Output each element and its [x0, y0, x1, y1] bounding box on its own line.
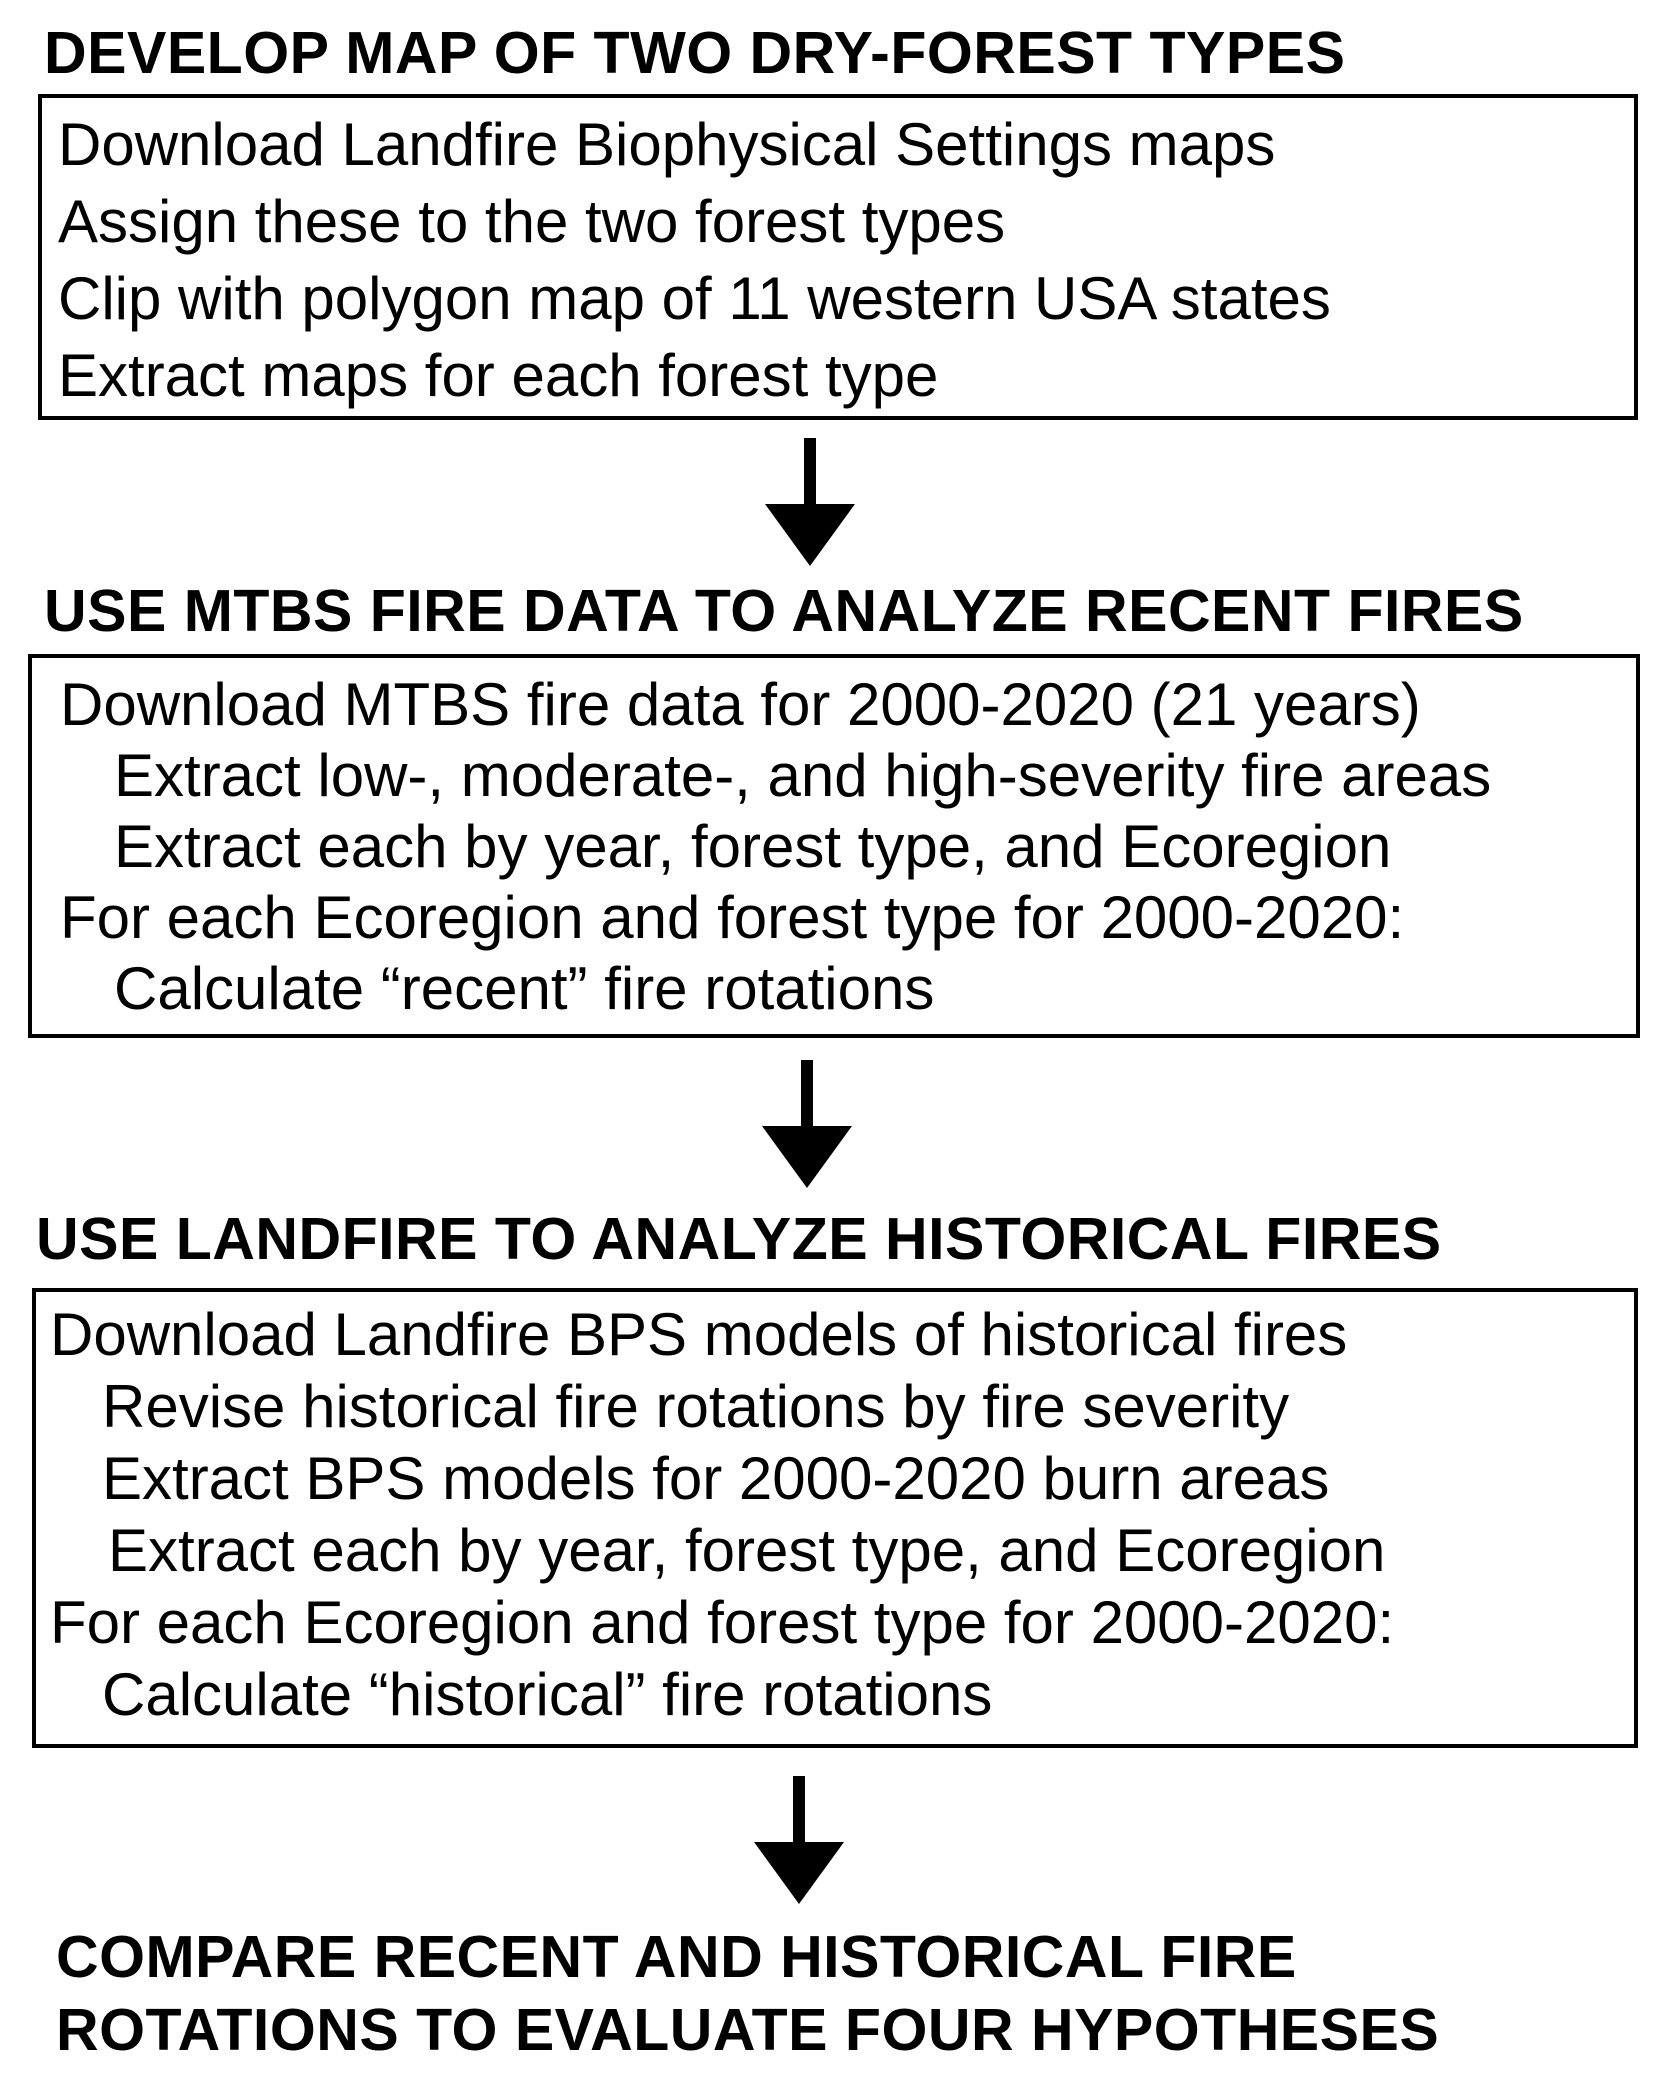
down-arrow-3	[754, 1776, 844, 1904]
final-conclusion-line-2: ROTATIONS TO EVALUATE FOUR HYPOTHESES	[56, 1997, 1440, 2063]
step-2-line-5: Calculate “recent” fire rotations	[114, 955, 935, 1022]
final-conclusion-line-1: COMPARE RECENT AND HISTORICAL FIRE	[56, 1924, 1297, 1990]
step-3-heading: USE LANDFIRE TO ANALYZE HISTORICAL FIRES	[36, 1206, 1442, 1272]
step-2-box	[28, 654, 1640, 1038]
step-1-line-3: Clip with polygon map of 11 western USA states	[58, 265, 1331, 332]
step-1-line-4: Extract maps for each forest type	[58, 342, 939, 409]
step-2-line-4: For each Ecoregion and forest type for 2000-2020:	[60, 884, 1405, 951]
step-2-line-3: Extract each by year, forest type, and Ecoregion	[114, 813, 1392, 880]
step-1-line-1: Download Landfire Biophysical Settings maps	[58, 111, 1276, 178]
step-3-line-3: Extract BPS models for 2000-2020 burn areas	[102, 1445, 1330, 1512]
step-1-line-2: Assign these to the two forest types	[58, 188, 1006, 255]
step-3-line-2: Revise historical fire rotations by fire severity	[102, 1373, 1290, 1440]
step-2-line-1: Download MTBS fire data for 2000-2020 (21 years)	[60, 671, 1421, 738]
step-3-line-5: For each Ecoregion and forest type for 2000-2020:	[50, 1589, 1395, 1656]
step-2-line-2: Extract low-, moderate-, and high-severity fire areas	[114, 742, 1492, 809]
step-3-line-1: Download Landfire BPS models of historical fires	[50, 1301, 1348, 1368]
step-3-line-6: Calculate “historical” fire rotations	[102, 1661, 993, 1728]
step-1-heading: DEVELOP MAP OF TWO DRY-FOREST TYPES	[44, 20, 1346, 86]
step-3-box	[32, 1288, 1638, 1748]
down-arrow-2	[762, 1060, 852, 1188]
down-arrow-1	[765, 438, 855, 566]
step-1-box	[38, 94, 1638, 420]
step-2-heading: USE MTBS FIRE DATA TO ANALYZE RECENT FIRES	[44, 578, 1524, 644]
step-3-line-4: Extract each by year, forest type, and Ecoregion	[108, 1517, 1386, 1584]
